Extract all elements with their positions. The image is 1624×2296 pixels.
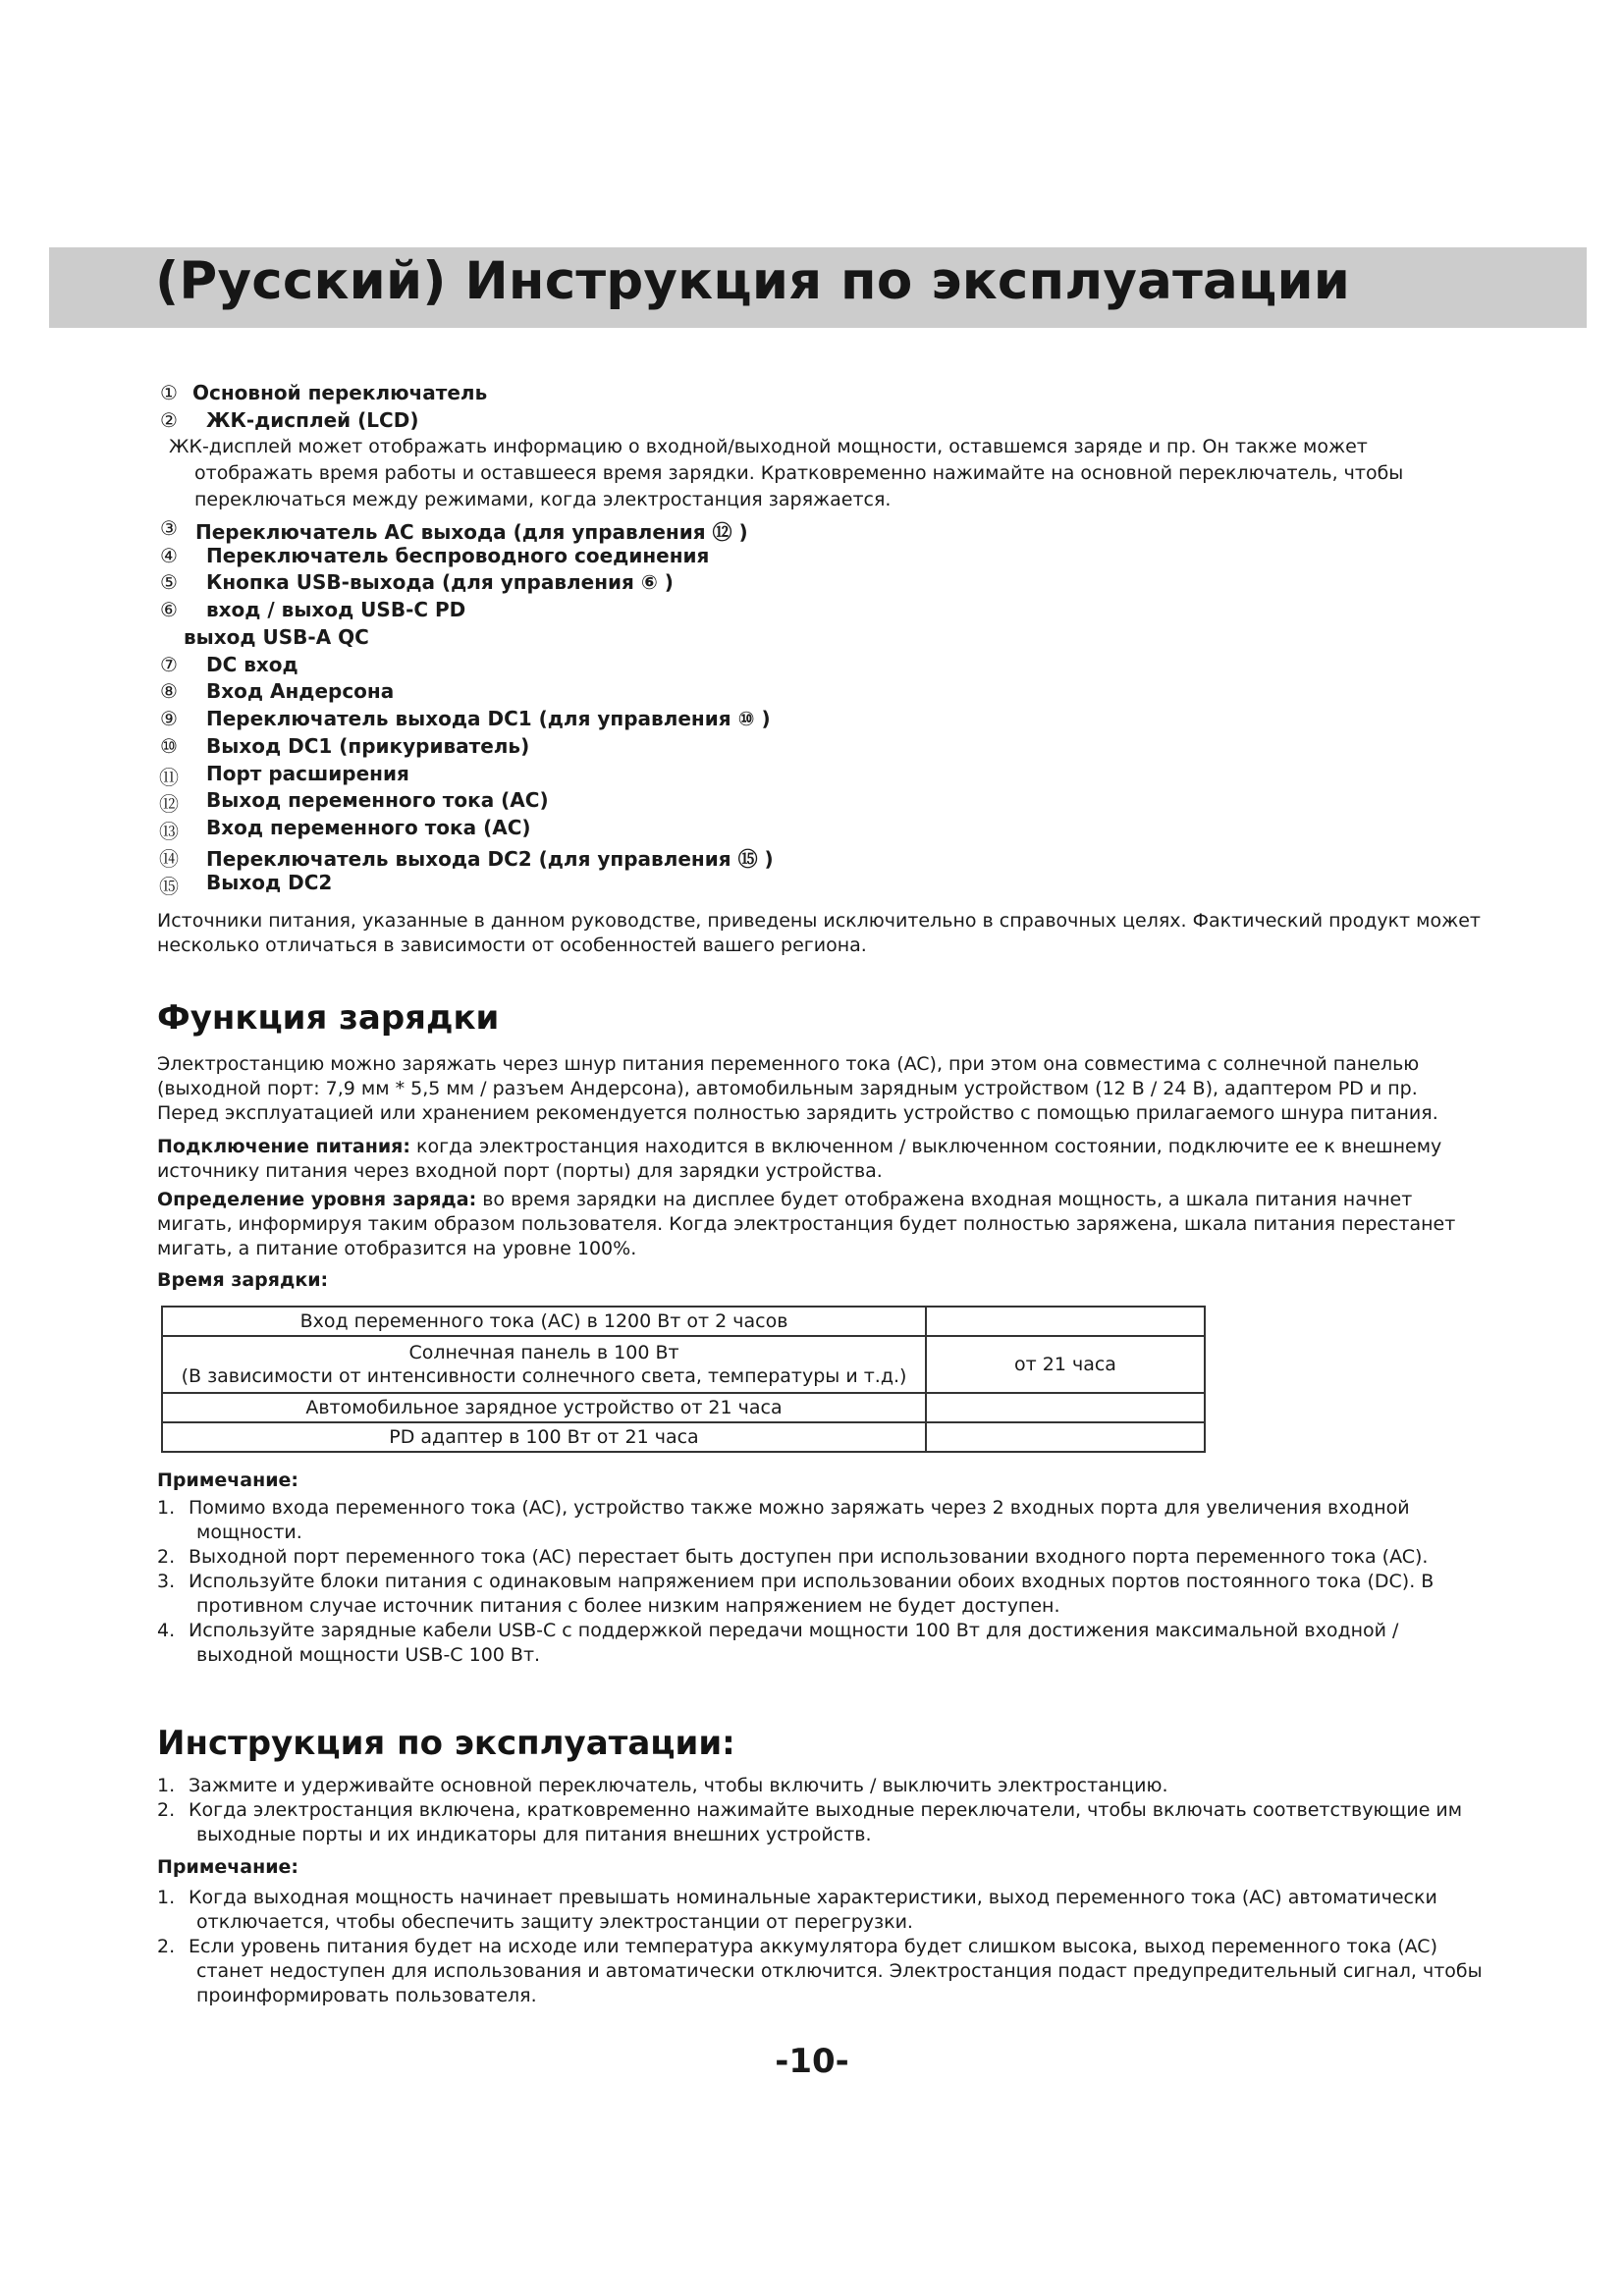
table-row: [162, 1307, 1205, 1336]
list-number: 1.: [157, 1775, 176, 1796]
text-line: несколько отличаться в зависимости от особенностей вашего региона.: [157, 934, 867, 956]
part-number: ⑭: [159, 847, 179, 871]
text-line: проинформировать пользователя.: [196, 1985, 537, 2006]
table-cell: [162, 1336, 926, 1393]
part-number: ⑨: [160, 707, 178, 730]
charge-level: [157, 1188, 1473, 1261]
part-label: Кнопка USB-выхода (для управления ⑥ ): [206, 570, 674, 594]
text-line: мигать, а питание отобразится на уровне 100%.: [157, 1238, 637, 1259]
list-number: 1.: [157, 1887, 176, 1908]
list-item: [157, 1619, 1434, 1668]
operation-steps: [157, 1774, 1462, 1847]
page-number: -10-: [775, 2042, 849, 2081]
text-line: станет недоступен для использования и автоматически отключится. Электростанция подаст предупредительный сигнал, чтобы: [196, 1960, 1483, 1982]
title-band: [49, 247, 1587, 328]
list-item: [157, 1886, 1483, 1935]
text-line: Когда выходная мощность начинает превышать номинальные характеристики, выход переменного тока (AC) автоматически: [189, 1887, 1437, 1908]
charging-intro: [157, 1052, 1473, 1126]
table-cell: Вход переменного тока (АС) в 1200 Вт от 2 часов: [162, 1307, 926, 1336]
operation-note-label: Примечание:: [157, 1856, 299, 1878]
text-line: противном случае источник питания с более низким напряжением не будет доступен.: [196, 1595, 1060, 1617]
part-label: Переключатель АС выхода (для управления ⑫ ): [195, 520, 748, 544]
table-cell: [926, 1307, 1205, 1336]
text-line: Если уровень питания будет на исходе или температура аккумулятора будет слишком высока, выход переменного тока (AC): [189, 1936, 1437, 1957]
table-cell: от 21 часа: [926, 1336, 1205, 1393]
text-line: Когда электростанция включена, кратковременно нажимайте выходные переключатели, чтобы включать соответствующие им: [189, 1799, 1463, 1821]
part-label: Переключатель беспроводного соединения: [206, 544, 710, 567]
part-label: Выход DC1 (прикуриватель): [206, 734, 530, 758]
disclaimer: [157, 909, 1481, 958]
part-number: ⑪: [159, 766, 179, 789]
part-label: Переключатель выхода DC1 (для управления ⑩ ): [206, 707, 771, 730]
part-number: ④: [160, 544, 178, 567]
text-line: Используйте блоки питания с одинаковым напряжением при использовании обоих входных портов постоянного тока (DC). В: [189, 1571, 1435, 1592]
part-number: ⑫: [159, 792, 179, 816]
part-label: вход / выход USB-C PD: [206, 598, 466, 621]
lcd-description: [169, 434, 1403, 513]
table-cell: [926, 1422, 1205, 1452]
list-number: 2.: [157, 1546, 176, 1568]
list-number: 3.: [157, 1571, 176, 1592]
text-line: во время зарядки на дисплее будет отображена входная мощность, а шкала питания начнет: [476, 1189, 1413, 1210]
text-line: источнику питания через входной порт (порты) для зарядки устройства.: [157, 1160, 883, 1182]
part-label: Вход переменного тока (AC): [206, 816, 531, 839]
part-label: Переключатель выхода DC2 (для управления ⑮ ): [206, 847, 774, 871]
text-line: (выходной порт: 7,9 мм * 5,5 мм / разъем Андерсона), автомобильным зарядным устройством (12 В / 24 В), адаптером PD и пр.: [157, 1078, 1418, 1099]
part-number: ⑤: [160, 570, 178, 594]
table-row: [162, 1422, 1205, 1452]
part-number: ⑬: [159, 820, 179, 843]
list-number: 4.: [157, 1620, 176, 1641]
part-label: Выход переменного тока (AC): [206, 788, 549, 812]
text-line: мигать, информируя таким образом пользователя. Когда электростанция будет полностью заряжена, шкала питания перестанет: [157, 1213, 1456, 1235]
text-line: Помимо входа переменного тока (AC), устройство также можно заряжать через 2 входных порта для увеличения входной: [189, 1497, 1410, 1519]
text-line: Используйте зарядные кабели USB-C с поддержкой передачи мощности 100 Вт для достижения максимальной входной /: [189, 1620, 1399, 1641]
text-line: мощности.: [196, 1522, 302, 1543]
table-row: [162, 1336, 1205, 1393]
part-number: ⑩: [160, 734, 178, 758]
text-line: Выходной порт переменного тока (AC) перестает быть доступен при использовании входного порта переменного тока (AC).: [189, 1546, 1429, 1568]
power-label: Подключение питания:: [157, 1136, 410, 1157]
part-number: ⑥: [160, 598, 178, 621]
power-connection: [157, 1135, 1473, 1184]
text-line: Солнечная панель в 100 Вт: [408, 1342, 679, 1363]
list-item: [157, 1545, 1434, 1570]
text-line: отключается, чтобы обеспечить защиту электростанции от перегрузки.: [196, 1911, 913, 1933]
part-label: выход USB-A QC: [184, 625, 369, 649]
text-line: Источники питания, указанные в данном руководстве, приведены исключительно в справочных целях. Фактический продукт может: [157, 910, 1481, 932]
part-number: ⑧: [160, 679, 178, 703]
list-number: 2.: [157, 1936, 176, 1957]
operation-heading: Инструкция по эксплуатации:: [157, 1724, 735, 1763]
page-title: (Русский) Инструкция по эксплуатации: [155, 251, 1351, 311]
list-number: 2.: [157, 1799, 176, 1821]
list-item: [157, 1570, 1434, 1619]
part-number: ③: [160, 516, 178, 540]
part-label: DC вход: [206, 653, 298, 676]
text-line: ЖК-дисплей может отображать информацию о входной/выходной мощности, оставшемся заряде и пр. Он также может: [169, 436, 1368, 457]
list-item: [157, 1496, 1434, 1545]
level-label: Определение уровня заряда:: [157, 1189, 477, 1210]
text-line: отображать время работы и оставшееся время зарядки. Кратковременно нажимайте на основной переключатель, чтобы: [194, 462, 1404, 484]
operation-notes: [157, 1886, 1483, 2008]
part-number: ①: [160, 381, 178, 404]
table-cell: PD адаптер в 100 Вт от 21 часа: [162, 1422, 926, 1452]
text-line: (В зависимости от интенсивности солнечного света, температуры и т.д.): [181, 1365, 907, 1387]
list-item: [157, 1935, 1483, 2008]
list-item: [157, 1798, 1462, 1847]
part-number: ⑦: [160, 653, 178, 676]
part-number: ②: [160, 408, 178, 432]
part-label: Порт расширения: [206, 762, 409, 785]
table-cell: Автомобильное зарядное устройство от 21 часа: [162, 1393, 926, 1422]
list-number: 1.: [157, 1497, 176, 1519]
charging-notes: [157, 1496, 1434, 1668]
charge-time-table: [161, 1306, 1206, 1453]
table-cell: [926, 1393, 1205, 1422]
part-number: ⑮: [159, 875, 179, 898]
charging-note-label: Примечание:: [157, 1469, 299, 1491]
part-label: Вход Андерсона: [206, 679, 395, 703]
charging-heading: Функция зарядки: [157, 998, 500, 1038]
charge-time-label: Время зарядки:: [157, 1269, 329, 1291]
text-line: выходные порты и их индикаторы для питания внешних устройств.: [196, 1824, 872, 1845]
list-item: [157, 1774, 1462, 1798]
text-line: переключаться между режимами, когда электростанция заряжается.: [194, 489, 892, 510]
text-line: когда электростанция находится в включенном / выключенном состоянии, подключите ее к внешнему: [409, 1136, 1442, 1157]
text-line: Электростанцию можно заряжать через шнур питания переменного тока (AC), при этом она совместима с солнечной панелью: [157, 1053, 1420, 1075]
part-label: ЖК-дисплей (LCD): [206, 408, 419, 432]
part-label: Основной переключатель: [192, 381, 488, 404]
text-line: выходной мощности USB-C 100 Вт.: [196, 1644, 541, 1666]
text-line: Перед эксплуатацией или хранением рекомендуется полностью зарядить устройство с помощью прилагаемого шнура питания.: [157, 1102, 1438, 1124]
part-label: Выход DC2: [206, 871, 333, 894]
text-line: Зажмите и удерживайте основной переключатель, чтобы включить / выключить электростанцию.: [189, 1775, 1168, 1796]
table-row: [162, 1393, 1205, 1422]
